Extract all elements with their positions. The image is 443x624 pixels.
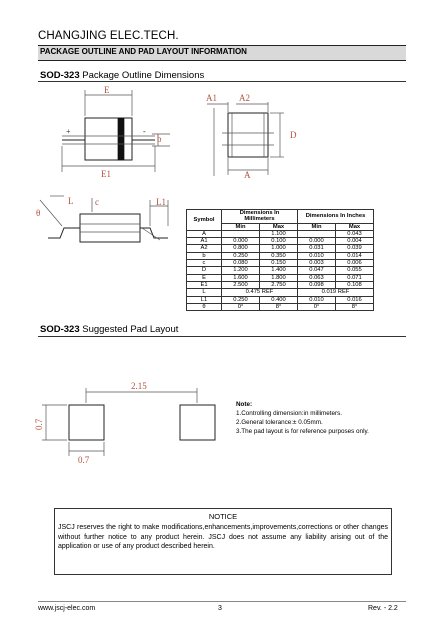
cell-in-max: 0.043 [336, 230, 374, 237]
cell-in-max: 0.016 [336, 296, 374, 303]
cell-mm-span: 0.475 REF [222, 289, 298, 296]
cell-in-max: 0.004 [336, 238, 374, 245]
notice-body: JSCJ reserves the right to make modifications,enhancements,improvements,corrections or other changes without further notice to any product herein. JSCJ does not assume any liability arising out of the application or use of any product described herein. [58, 524, 388, 550]
cell-symbol: E [187, 274, 222, 281]
mm-min-header: Min [222, 223, 260, 230]
cell-in-max: 0.014 [336, 252, 374, 259]
label-d: D [290, 130, 297, 140]
pad-span-label: 2.15 [131, 381, 147, 391]
label-theta: θ [36, 208, 41, 218]
cell-symbol: A [187, 230, 222, 237]
company-name: CHANGJING ELEC.TECH. [38, 30, 179, 42]
cell-mm-min: 0.250 [222, 296, 260, 303]
notes-heading: Note: [236, 401, 253, 408]
cell-mm-min: 1.200 [222, 267, 260, 274]
banner-text: PACKAGE OUTLINE AND PAD LAYOUT INFORMATION [40, 47, 247, 56]
cell-symbol: A2 [187, 245, 222, 252]
in-max-header: Max [336, 223, 374, 230]
footer-divider [38, 601, 406, 602]
cell-mm-min: 0.800 [222, 245, 260, 252]
cell-in-max: 0.071 [336, 274, 374, 281]
pad-right [180, 405, 215, 440]
label-a: A [244, 170, 251, 180]
cell-symbol: E1 [187, 281, 222, 288]
symbol-header: Symbol [187, 210, 222, 231]
cell-in-max: 0.039 [336, 245, 374, 252]
cell-mm-min: 1.600 [222, 274, 260, 281]
pad-left [69, 405, 104, 440]
cell-in-min: 0.000 [298, 238, 336, 245]
cell-symbol: b [187, 252, 222, 259]
notice-box [54, 508, 392, 575]
cell-mm-min: 0.080 [222, 260, 260, 267]
note-item: 2.General tolerance:± 0.05mm. [236, 419, 323, 426]
footer-website[interactable]: www.jscj-elec.com [38, 605, 96, 612]
cell-in-min: 0.010 [298, 296, 336, 303]
page-number: 3 [218, 605, 222, 612]
label-e: E [104, 85, 110, 95]
label-plus: + [66, 127, 71, 136]
label-minus: - [143, 127, 146, 136]
mm-max-header: Max [260, 223, 298, 230]
cell-mm-max: 8° [260, 303, 298, 310]
cell-mm-max: 1.000 [260, 245, 298, 252]
label-c: c [95, 197, 99, 207]
pad-width-label: 0.7 [78, 455, 90, 465]
notice-title: NOTICE [208, 512, 238, 521]
cell-symbol: θ [187, 303, 222, 310]
outline-title-text: Package Outline Dimensions [79, 70, 205, 81]
cell-in-max: 0.055 [336, 267, 374, 274]
cell-in-min: 0.003 [298, 260, 336, 267]
cell-in-min: 0° [298, 303, 336, 310]
mm-header: Dimensions In Millimeters [222, 210, 298, 224]
cell-in-min: 0.031 [298, 245, 336, 252]
pad-part-number: SOD-323 [40, 324, 80, 335]
cell-mm-min: 0.250 [222, 252, 260, 259]
cell-symbol: L [187, 289, 222, 296]
cell-mm-min: 2.500 [222, 281, 260, 288]
label-e1: E1 [101, 169, 111, 179]
cell-in-min: 0.047 [298, 267, 336, 274]
in-min-header: Min [298, 223, 336, 230]
cell-in-max: 0.006 [336, 260, 374, 267]
cell-symbol: L1 [187, 296, 222, 303]
revision: Rev. - 2.2 [368, 605, 398, 612]
outline-part-number: SOD-323 [40, 70, 80, 81]
label-b: b [157, 134, 162, 144]
label-a2: A2 [239, 93, 250, 103]
cell-in-max: 0.108 [336, 281, 374, 288]
cell-mm-max: 1.800 [260, 274, 298, 281]
cell-mm-min: 0.000 [222, 238, 260, 245]
cell-mm-max: 2.750 [260, 281, 298, 288]
label-l1: L1 [156, 197, 166, 207]
note-item: 1.Controlling dimension:in millimeters. [236, 410, 343, 417]
pad-height-label: 0.7 [34, 418, 44, 430]
pad-title-text: Suggested Pad Layout [79, 324, 179, 335]
notes [236, 400, 369, 436]
in-header: Dimensions In Inches [298, 210, 374, 224]
cell-mm-max: 0.400 [260, 296, 298, 303]
cell-mm-min: 0° [222, 303, 260, 310]
cell-in-span: 0.019 REF [298, 289, 374, 296]
cell-symbol: A1 [187, 238, 222, 245]
cell-mm-max: 1.100 [260, 230, 298, 237]
cell-symbol: D [187, 267, 222, 274]
cell-mm-max: 0.350 [260, 252, 298, 259]
cell-mm-max: 0.150 [260, 260, 298, 267]
cell-in-min: 0.098 [298, 281, 336, 288]
note-item: 3.The pad layout is for reference purposes only. [236, 428, 369, 435]
cell-in-max: 8° [336, 303, 374, 310]
cell-in-min: 0.010 [298, 252, 336, 259]
label-l: L [68, 196, 74, 206]
cell-mm-max: 0.100 [260, 238, 298, 245]
label-a1: A1 [206, 93, 217, 103]
cell-mm-max: 1.400 [260, 267, 298, 274]
cell-symbol: c [187, 260, 222, 267]
cell-in-min: 0.063 [298, 274, 336, 281]
